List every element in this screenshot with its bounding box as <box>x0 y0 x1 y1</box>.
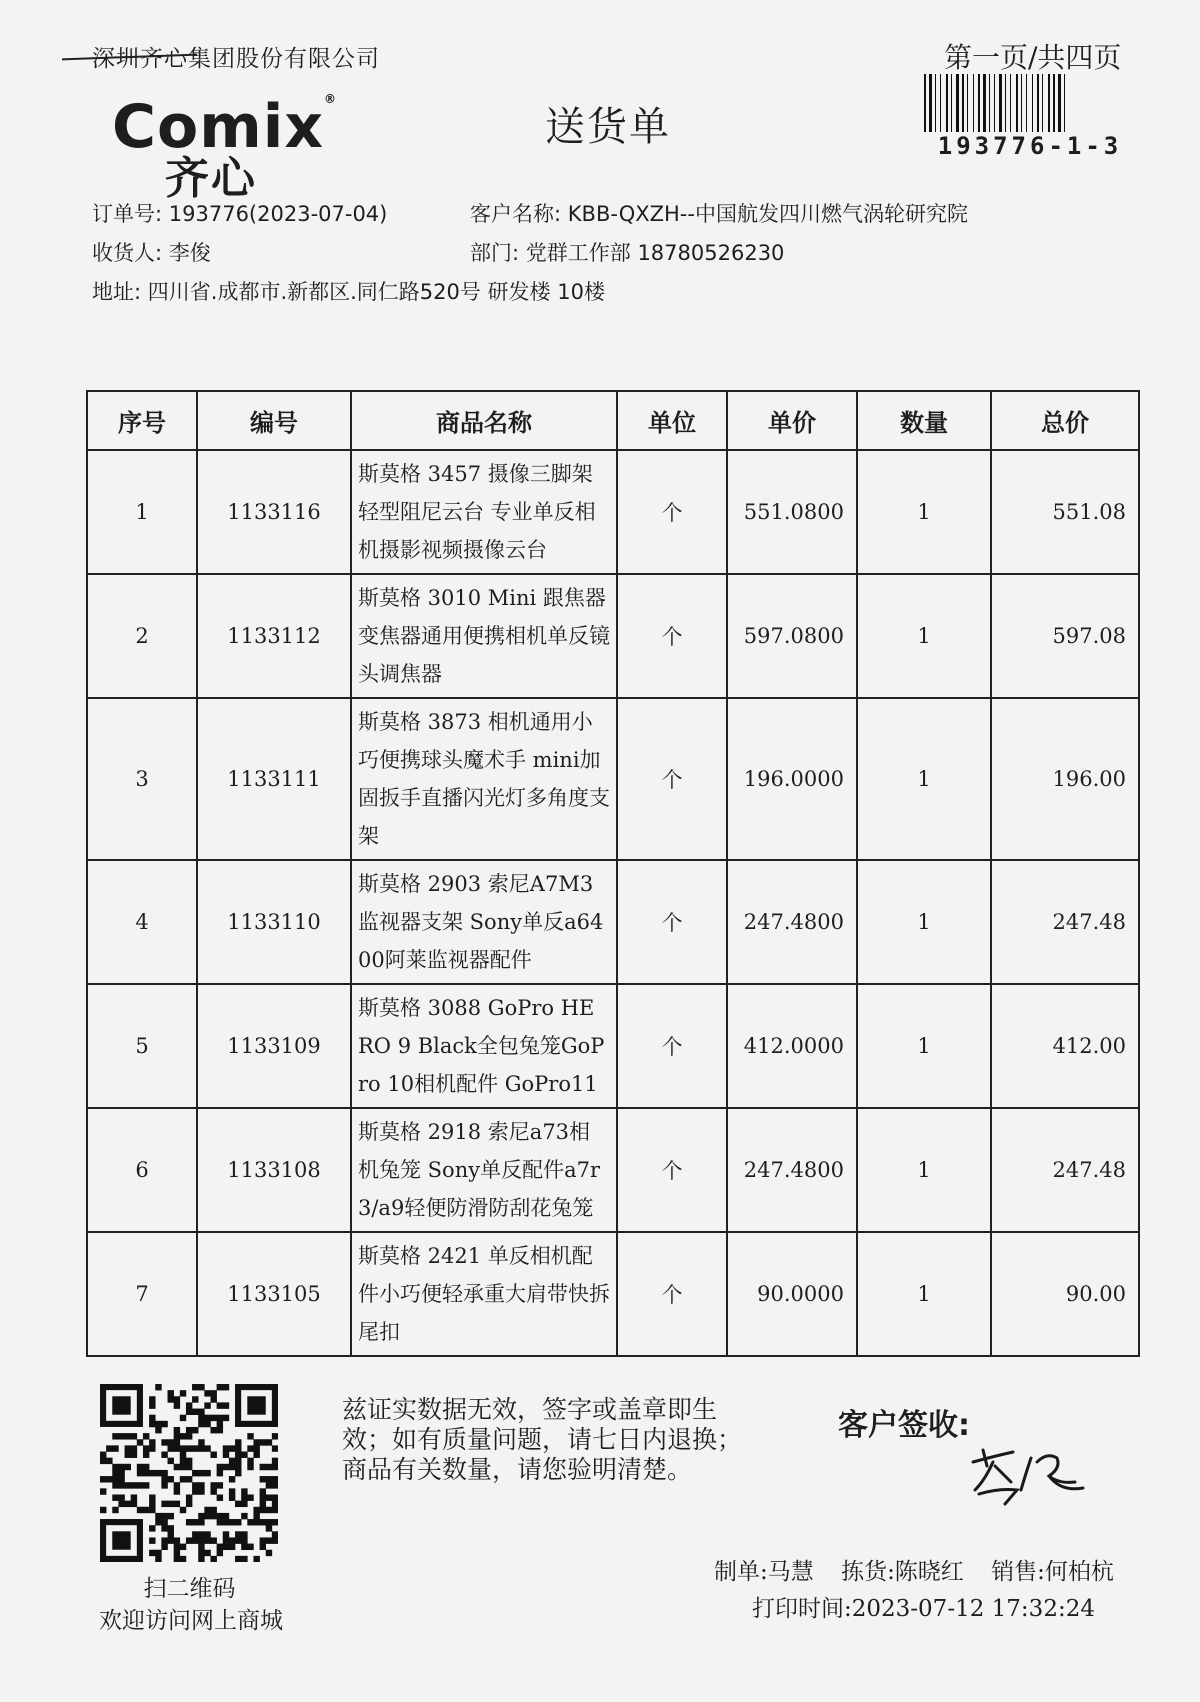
cell-code: 1133109 <box>197 984 351 1108</box>
receiver-label: 收货人: <box>92 241 163 265</box>
cell-unit: 个 <box>617 1108 727 1232</box>
col-header-total: 总价 <box>991 391 1139 450</box>
table-row <box>87 860 1139 984</box>
cell-name: 斯莫格 3010 Mini 跟焦器变焦器通用便携相机单反镜头调焦器 <box>351 574 617 698</box>
address-label: 地址: <box>92 280 142 304</box>
cell-qty: 1 <box>857 860 991 984</box>
cell-total: 247.48 <box>991 860 1139 984</box>
cell-unit: 个 <box>617 450 727 574</box>
cell-total: 412.00 <box>991 984 1139 1108</box>
sales: 销售:何柏杭 <box>991 1559 1114 1585</box>
cell-unit: 个 <box>617 1232 727 1356</box>
page-info: 第一页/共四页 <box>944 41 1122 74</box>
cell-seq: 6 <box>87 1108 197 1232</box>
department <box>470 237 784 267</box>
cell-name: 斯莫格 2421 单反相机配件小巧便轻承重大肩带快拆尾扣 <box>351 1232 617 1356</box>
address-value: 四川省.成都市.新都区.同仁路520号 研发楼 10楼 <box>147 280 605 304</box>
cell-seq: 3 <box>87 698 197 860</box>
company-name-text: 深圳齐心集团股份有限公司 <box>92 46 380 72</box>
picker: 拣货:陈晓红 <box>841 1559 964 1585</box>
cell-qty: 1 <box>857 450 991 574</box>
comix-logo-cn: 齐心 <box>165 153 257 204</box>
cell-total: 90.00 <box>991 1232 1139 1356</box>
cell-unit: 个 <box>617 698 727 860</box>
cell-total: 597.08 <box>991 574 1139 698</box>
cell-qty: 1 <box>857 984 991 1108</box>
cell-qty: 1 <box>857 1232 991 1356</box>
receiver-value: 李俊 <box>168 241 211 265</box>
company-name <box>92 40 380 73</box>
cell-price: 247.4800 <box>727 1108 857 1232</box>
qr-code-image[interactable] <box>100 1384 278 1562</box>
cell-qty: 1 <box>857 1108 991 1232</box>
cell-price: 90.0000 <box>727 1232 857 1356</box>
col-header-unit: 单位 <box>617 391 727 450</box>
document-title: 送货单 <box>545 104 671 150</box>
cell-code: 1133108 <box>197 1108 351 1232</box>
cell-name: 斯莫格 3088 GoPro HERO 9 Black全包兔笼GoPro 10相机配件 GoPro11 <box>351 984 617 1108</box>
cell-name: 斯莫格 3457 摄像三脚架轻型阻尼云台 专业单反相机摄影视频摄像云台 <box>351 450 617 574</box>
table-row <box>87 450 1139 574</box>
col-header-qty: 数量 <box>857 391 991 450</box>
cell-name: 斯莫格 2918 索尼a73相机兔笼 Sony单反配件a7r3/a9轻便防滑防刮花兔笼 <box>351 1108 617 1232</box>
cell-qty: 1 <box>857 574 991 698</box>
notice-text: 兹证实数据无效，签字或盖章即生效；如有质量问题，请七日内退换；商品有关数量，请您验明清楚。 <box>342 1395 743 1484</box>
items-table <box>86 390 1140 1357</box>
staff-line <box>714 1553 1134 1586</box>
qr-caption-mall: 欢迎访问网上商城 <box>99 1608 283 1634</box>
cell-price: 196.0000 <box>727 698 857 860</box>
cell-total: 247.48 <box>991 1108 1139 1232</box>
cell-code: 1133112 <box>197 574 351 698</box>
customer-label: 客户名称: <box>470 202 562 226</box>
customer-sign-label: 客户签收: <box>838 1408 970 1443</box>
cell-seq: 1 <box>87 450 197 574</box>
handwritten-signature <box>965 1432 1090 1512</box>
receiver <box>92 237 211 267</box>
cell-code: 1133111 <box>197 698 351 860</box>
order-value: 193776(2023-07-04) <box>168 202 388 226</box>
address <box>92 276 605 306</box>
cell-total: 551.08 <box>991 450 1139 574</box>
customer-name <box>470 198 968 228</box>
table-header-row <box>87 391 1139 450</box>
cell-seq: 4 <box>87 860 197 984</box>
order-label: 订单号: <box>92 202 163 226</box>
print-time: 打印时间:2023-07-12 17:32:24 <box>752 1596 1095 1622</box>
cell-name: 斯莫格 2903 索尼A7M3监视器支架 Sony单反a6400阿莱监视器配件 <box>351 860 617 984</box>
cell-price: 597.0800 <box>727 574 857 698</box>
table-row <box>87 1108 1139 1232</box>
cell-price: 551.0800 <box>727 450 857 574</box>
maker: 制单:马慧 <box>714 1559 814 1585</box>
table-row <box>87 984 1139 1108</box>
cell-price: 247.4800 <box>727 860 857 984</box>
dept-value: 党群工作部 18780526230 <box>525 241 785 265</box>
col-header-seq: 序号 <box>87 391 197 450</box>
dept-label: 部门: <box>470 241 520 265</box>
cell-seq: 5 <box>87 984 197 1108</box>
cell-qty: 1 <box>857 698 991 860</box>
table-row <box>87 1232 1139 1356</box>
cell-total: 196.00 <box>991 698 1139 860</box>
comix-logo: Comix® <box>112 92 338 162</box>
order-number <box>92 198 387 228</box>
cell-code: 1133105 <box>197 1232 351 1356</box>
customer-value: KBB-QXZH--中国航发四川燃气涡轮研究院 <box>567 202 968 226</box>
cell-code: 1133116 <box>197 450 351 574</box>
qr-caption: 扫二维码 <box>143 1576 236 1602</box>
barcode-number: 193776-1-3 <box>937 132 1123 160</box>
cell-unit: 个 <box>617 984 727 1108</box>
cell-unit: 个 <box>617 860 727 984</box>
cell-price: 412.0000 <box>727 984 857 1108</box>
cell-code: 1133110 <box>197 860 351 984</box>
logo-en-text: Comix <box>112 92 325 162</box>
cell-unit: 个 <box>617 574 727 698</box>
barcode-image <box>922 74 1134 132</box>
cell-name: 斯莫格 3873 相机通用小巧便携球头魔术手 mini加固扳手直播闪光灯多角度支架 <box>351 698 617 860</box>
col-header-code: 编号 <box>197 391 351 450</box>
cell-seq: 7 <box>87 1232 197 1356</box>
table-row <box>87 698 1139 860</box>
col-header-name: 商品名称 <box>351 391 617 450</box>
cell-seq: 2 <box>87 574 197 698</box>
table-row <box>87 574 1139 698</box>
col-header-price: 单价 <box>727 391 857 450</box>
